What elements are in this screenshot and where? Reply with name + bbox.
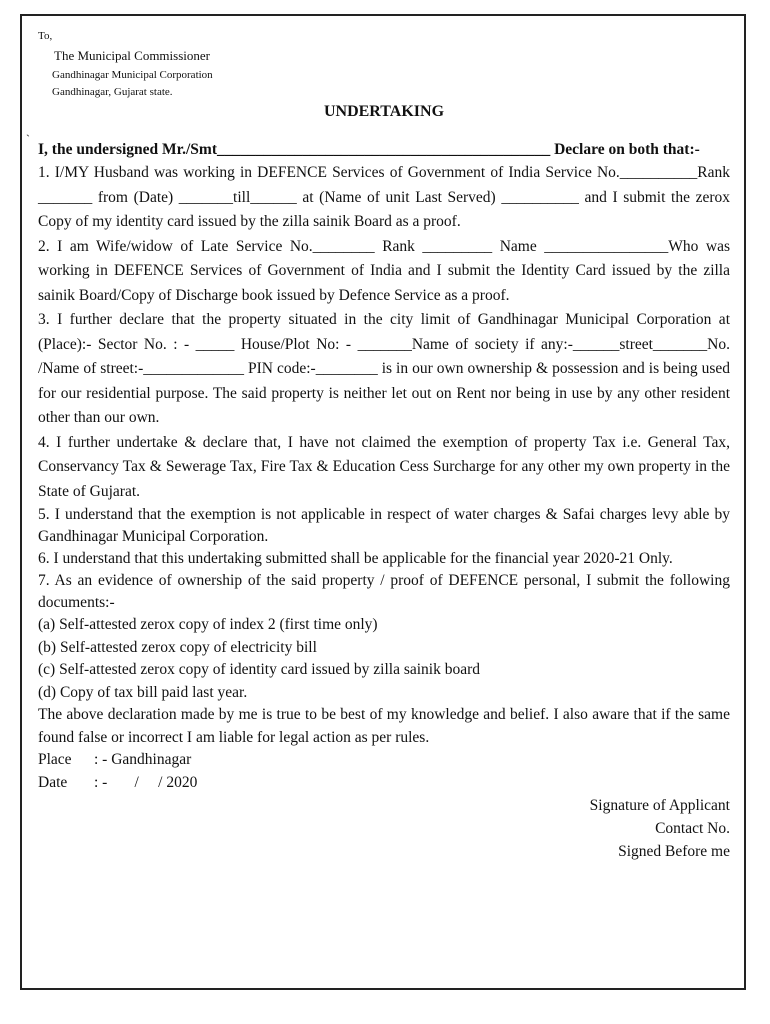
place-row	[38, 749, 730, 772]
date-label: Date	[38, 773, 68, 791]
clause-1: 1. I/MY Husband was working in DEFENCE Services of Government of India Service No.__________Rank _______ from (Date) _______till______ at (Name of unit Last Served) __________ and I submit the zerox Copy of my identity card issued by the zilla sainik Board as a proof.	[38, 164, 730, 230]
document-item-a: (a) Self-attested zerox copy of index 2 (first time only)	[38, 616, 378, 633]
clause-4: 4. I further undertake & declare that, I have not claimed the exemption of property Tax i.e. General Tax, Conservancy Tax & Sewerage Tax, Fire Tax & Education Cess Surcharge for any other my own property in the State of Gujarat.	[38, 433, 730, 500]
signature-applicant: Signature of Applicant	[589, 797, 730, 814]
documents-list	[38, 614, 730, 704]
clause-5: 5. I understand that the exemption is not applicable in respect of water charges & Safai charges levy able by Gandhinagar Municipal Corporation.	[38, 506, 730, 545]
clause-2: 2. I am Wife/widow of Late Service No.________ Rank _________ Name ________________Who was working in DEFENCE Services of Government of India and I submit the Identity Card issued by the zilla sainik Board/Copy of Discharge book issued by Defence Service as a proof.	[38, 237, 730, 304]
place-label: Place	[38, 751, 72, 768]
document-title: UNDERTAKING	[323, 103, 445, 120]
signature-block	[38, 794, 730, 863]
undertaking-document	[26, 30, 730, 863]
declaration-line: I, the undersigned Mr./Smt___________________________________________ Declare on both that:-	[38, 141, 700, 158]
stray-mark: `	[26, 132, 30, 146]
clause-6: 6. I understand that this undertaking submitted shall be applicable for the financial year 2020-21 Only.	[38, 550, 673, 567]
addressee-to: To,	[38, 30, 53, 42]
contact-number: Contact No.	[655, 820, 730, 837]
document-frame	[20, 14, 746, 990]
document-body	[38, 139, 730, 614]
addressee-organization: Gandhinagar Municipal Corporation	[52, 69, 213, 81]
addressee-location: Gandhinagar, Gujarat state.	[52, 86, 173, 98]
clause-3: 3. I further declare that the property situated in the city limit of Gandhinagar Municipal Corporation at (Place):- Sector No. : - _____ House/Plot No: - _______Name of society if any:-______street_______No. /Name of street:-_____________ PIN code:-________ is in our own ownership & possession and is being used for our residential purpose. The said property is neither let out on Rent nor being in use by any other resident other than our own.	[38, 311, 730, 426]
addressee-title: The Municipal Commissioner	[54, 48, 210, 63]
document-item-c: (c) Self-attested zerox copy of identity card issued by zilla sainik board	[38, 661, 481, 678]
date-value: : - / / 2020	[94, 773, 198, 791]
signed-before: Signed Before me	[618, 843, 730, 860]
document-item-b: (b) Self-attested zerox copy of electricity bill	[38, 638, 317, 656]
document-item-d: (d) Copy of tax bill paid last year.	[38, 683, 248, 701]
place-value: : - Gandhinagar	[94, 751, 192, 768]
date-row	[38, 772, 730, 795]
clause-7: 7. As an evidence of ownership of the said property / proof of DEFENCE personal, I submit the following documents:-	[38, 572, 730, 611]
closing-statement: The above declaration made by me is true to be best of my knowledge and belief. I also aware that if the same found false or incorrect I am liable for legal action as per rules.	[38, 706, 730, 746]
closing-section	[38, 704, 730, 749]
